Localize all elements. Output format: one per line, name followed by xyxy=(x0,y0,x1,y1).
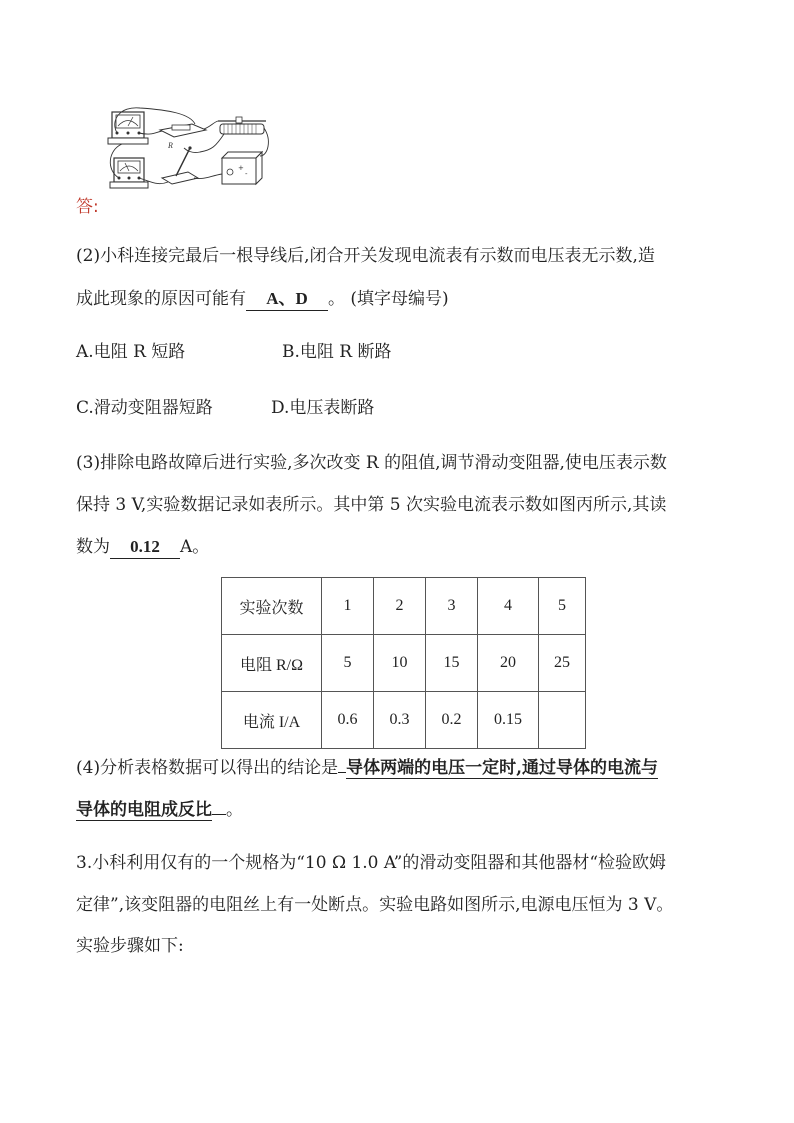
data-table xyxy=(221,577,586,749)
q4-answer-part2: 导体的电阻成反比 xyxy=(76,800,212,820)
p3-line3: 实验步骤如下: xyxy=(76,936,184,956)
table-row xyxy=(222,635,586,692)
q3-line1: (3)排除电路故障后进行实验,多次改变 R 的阻值,调节滑动变阻器,使电压表示数 xyxy=(76,453,667,473)
table-cell: 2 xyxy=(374,578,426,635)
table-cell: 25 xyxy=(539,635,586,692)
q3-line3-suffix: A。 xyxy=(180,537,210,557)
q2-line2-prefix: 成此现象的原因可能有 xyxy=(76,289,246,309)
q2-option-c: C.滑动变阻器短路 xyxy=(76,398,213,418)
q4-line1-prefix: (4)分析表格数据可以得出的结论是 xyxy=(76,758,339,778)
q4-line2 xyxy=(76,799,243,821)
q2-line1: (2)小科连接完最后一根导线后,闭合开关发现电流表有示数而电压表无示数,造 xyxy=(76,246,655,266)
q3-line3 xyxy=(76,536,209,559)
table-cell: 1 xyxy=(322,578,374,635)
table-header-cell: 电阻 R/Ω xyxy=(222,635,322,692)
circuit-apparatus-figure xyxy=(100,100,275,215)
table-cell: 0.15 xyxy=(478,692,539,749)
table-cell xyxy=(539,692,586,749)
table-header-cell: 实验次数 xyxy=(222,578,322,635)
resistor-label: R xyxy=(168,141,173,150)
table-cell: 0.3 xyxy=(374,692,426,749)
svg-text:+: + xyxy=(238,164,244,172)
q4-line1 xyxy=(76,757,658,779)
table-cell: 15 xyxy=(426,635,478,692)
svg-text:-: - xyxy=(245,170,248,178)
rheostat-icon xyxy=(218,117,266,134)
table-cell: 0.2 xyxy=(426,692,478,749)
q4-suffix: 。 xyxy=(226,800,243,820)
q2-option-d: D.电压表断路 xyxy=(271,398,375,418)
answer-label: 答: xyxy=(76,197,99,217)
p3-line2: 定律”,该变阻器的电阻丝上有一处断点。实验电路如图所示,电源电压恒为 3 V。 xyxy=(76,895,674,915)
q3-line2: 保持 3 V,实验数据记录如表所示。其中第 5 次实验电流表示数如图丙所示,其读 xyxy=(76,495,667,515)
power-supply-icon xyxy=(222,152,262,184)
table-cell: 0.6 xyxy=(322,692,374,749)
table-header-cell: 电流 I/A xyxy=(222,692,322,749)
p3-line1: 3.小科利用仅有的一个规格为“10 Ω 1.0 A”的滑动变阻器和其他器材“检验欧姆 xyxy=(76,853,667,873)
resistor-icon xyxy=(160,124,206,137)
q2-line2-suffix: 。 (填字母编号) xyxy=(328,289,449,309)
table-row xyxy=(222,578,586,635)
table-cell: 3 xyxy=(426,578,478,635)
table-cell: 20 xyxy=(478,635,539,692)
table-cell: 10 xyxy=(374,635,426,692)
q2-option-a: A.电阻 R 短路 xyxy=(76,342,186,362)
table-cell: 5 xyxy=(539,578,586,635)
q4-answer-part1: 导体两端的电压一定时,通过导体的电流与 xyxy=(346,758,659,778)
table-row xyxy=(222,692,586,749)
q2-line2 xyxy=(76,288,449,311)
q2-option-b: B.电阻 R 断路 xyxy=(282,342,392,362)
q3-answer: 0.12 xyxy=(110,536,180,559)
table-cell: 5 xyxy=(322,635,374,692)
voltmeter-icon xyxy=(110,158,148,188)
table-cell: 4 xyxy=(478,578,539,635)
q2-answer: A、D xyxy=(246,288,328,311)
q3-line3-prefix: 数为 xyxy=(76,537,110,557)
ammeter-icon xyxy=(108,112,148,144)
